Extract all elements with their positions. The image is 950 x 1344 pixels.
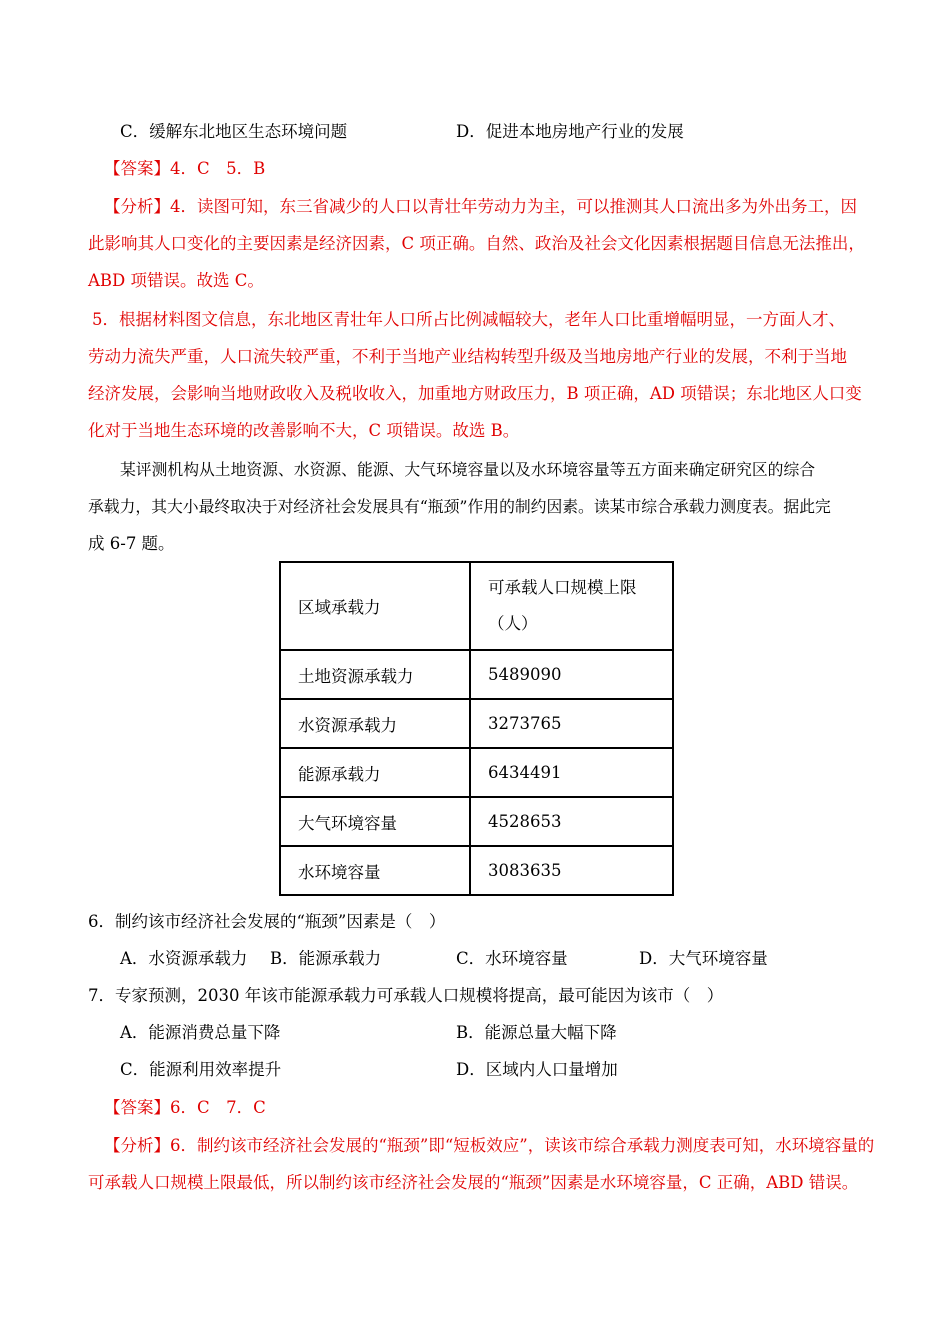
analysis-6-line-1: 【分析】6．制约该市经济社会发展的“瓶颈”即“短板效应”，读该市综合承载力测度表可知，水环境容量的: [104, 1136, 875, 1155]
q6-option-b: B．能源承载力: [270, 949, 382, 968]
q6-option-c: C．水环境容量: [456, 949, 568, 968]
intro-line-1: 某评测机构从土地资源、水资源、能源、大气环境容量以及水环境容量等五方面来确定研究区的综合: [120, 460, 816, 479]
intro-line-2: 承载力，其大小最终取决于对经济社会发展具有“瓶颈”作用的制约因素。读某市综合承载力测度表。据此完: [88, 497, 831, 516]
analysis-5-line-3: 经济发展，会影响当地财政收入及税收收入，加重地方财政压力，B 项正确，AD 项错误；东北地区人口变: [88, 384, 862, 403]
table-row: [280, 797, 673, 846]
table-cell-name: 能源承载力: [280, 748, 470, 797]
table-header-limit: [470, 562, 673, 650]
table-row: [280, 846, 673, 895]
table-cell-value: 6434491: [470, 748, 673, 797]
q6-stem: 6．制约该市经济社会发展的“瓶颈”因素是（ ）: [88, 912, 446, 931]
q5-option-c: C．缓解东北地区生态环境问题: [120, 122, 348, 141]
q6-option-a: A．水资源承载力: [120, 949, 248, 968]
table-header-region: 区域承载力: [280, 562, 470, 650]
analysis-5-line-2: 劳动力流失严重，人口流失较严重，不利于当地产业结构转型升级及当地房地产行业的发展，不利于当地: [88, 347, 847, 366]
table-header-limit-line-2: （人）: [488, 614, 538, 633]
q7-option-d: D．区域内人口量增加: [456, 1060, 618, 1079]
table-row: [280, 699, 673, 748]
capacity-table: [279, 561, 674, 896]
table-cell-value: 5489090: [470, 650, 673, 699]
intro-line-3: 成 6-7 题。: [88, 534, 175, 553]
answer-6-7: 【答案】6．C 7．C: [104, 1098, 266, 1117]
table-cell-name: 大气环境容量: [280, 797, 470, 846]
q7-option-a: A．能源消费总量下降: [120, 1023, 281, 1042]
table-row: [280, 650, 673, 699]
q7-stem: 7．专家预测，2030 年该市能源承载力可承载人口规模将提高，最可能因为该市（ ）: [88, 986, 724, 1005]
table-cell-name: 土地资源承载力: [280, 650, 470, 699]
answer-4-5: 【答案】4．C 5．B: [104, 159, 266, 178]
table-cell-value: 4528653: [470, 797, 673, 846]
q7-option-c: C．能源利用效率提升: [120, 1060, 282, 1079]
table-header-row: [280, 562, 673, 650]
table-cell-name: 水资源承载力: [280, 699, 470, 748]
analysis-4-line-1: 【分析】4．读图可知，东三省减少的人口以青壮年劳动力为主，可以推测其人口流出多为外出务工，因: [104, 197, 857, 216]
table-header-limit-line-1: 可承载人口规模上限: [488, 578, 637, 597]
analysis-4-line-2: 此影响其人口变化的主要因素是经济因素，C 项正确。自然、政治及社会文化因素根据题目信息无法推出，: [88, 234, 865, 253]
analysis-5-line-1: 5．根据材料图文信息，东北地区青壮年人口所占比例减幅较大，老年人口比重增幅明显，一方面人才、: [92, 310, 845, 329]
q6-option-d: D．大气环境容量: [639, 949, 768, 968]
analysis-4-line-3: ABD 项错误。故选 C。: [88, 271, 264, 290]
analysis-6-line-2: 可承载人口规模上限最低，所以制约该市经济社会发展的“瓶颈”因素是水环境容量，C 正确，ABD 错误。: [88, 1173, 859, 1192]
analysis-5-line-4: 化对于当地生态环境的改善影响不大，C 项错误。故选 B。: [88, 421, 520, 440]
q7-option-b: B．能源总量大幅下降: [456, 1023, 617, 1042]
q5-option-d: D．促进本地房地产行业的发展: [456, 122, 684, 141]
table-cell-name: 水环境容量: [280, 846, 470, 895]
table-cell-value: 3083635: [470, 846, 673, 895]
table-row: [280, 748, 673, 797]
table-cell-value: 3273765: [470, 699, 673, 748]
